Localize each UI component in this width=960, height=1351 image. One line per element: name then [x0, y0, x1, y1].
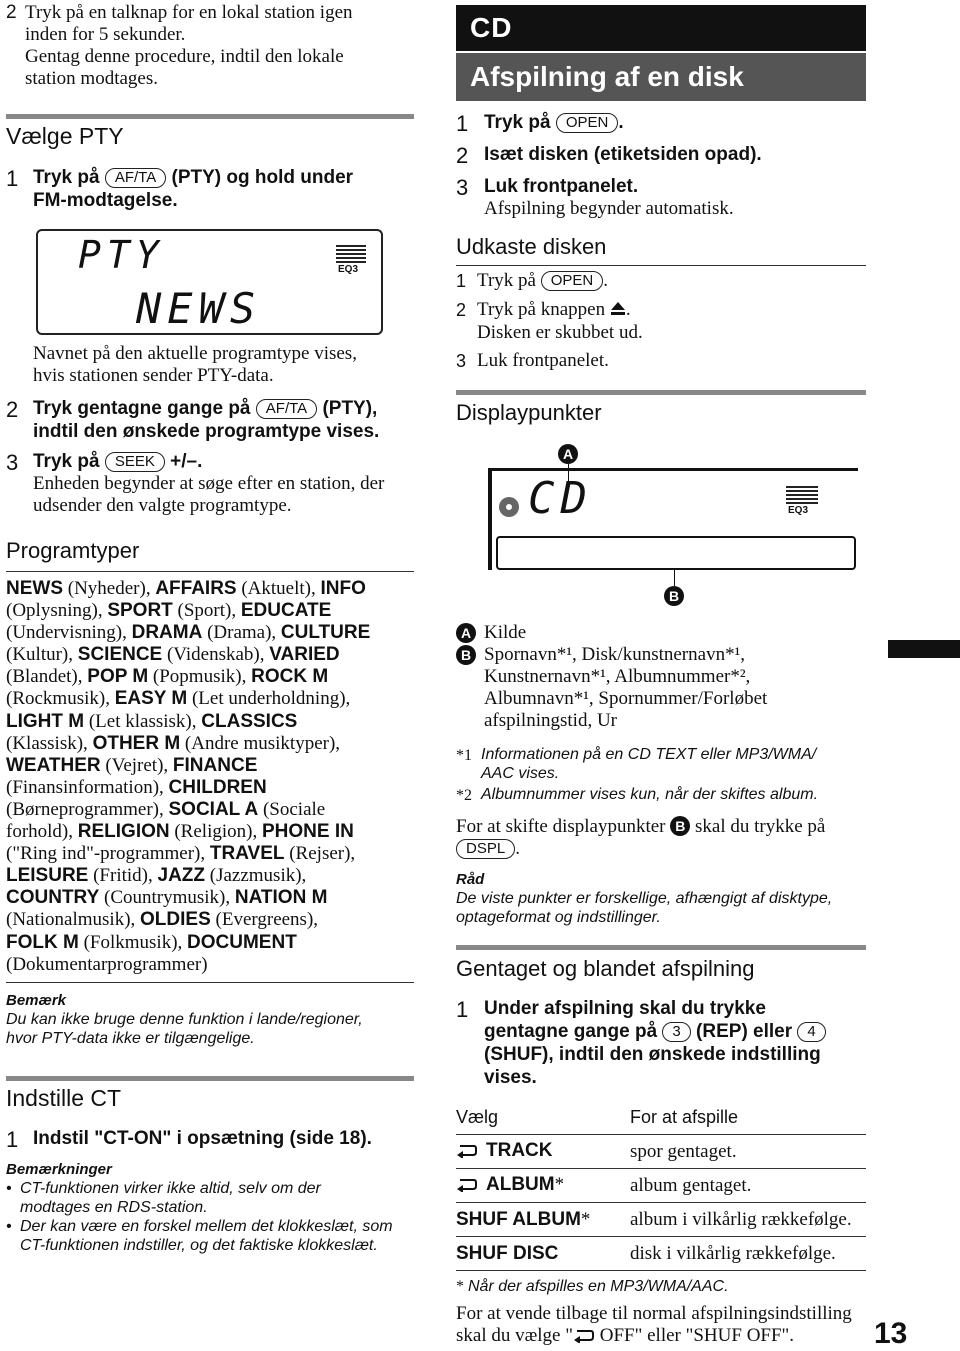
program-type-code: AFFAIRS — [155, 578, 237, 599]
notes-title: Bemærkninger — [6, 1161, 112, 1178]
text-line: Navnet på den aktuelle programtype vises, — [33, 343, 357, 364]
legend-text: afspilningstid, Ur — [484, 710, 617, 731]
program-type-code: SCIENCE — [77, 644, 163, 666]
program-type-desc: (Rockmusik), — [6, 688, 115, 710]
text: gentagne gange på — [484, 1021, 658, 1042]
lcd-text-bottom: NEWS — [136, 284, 262, 333]
text-line: Gentag denne procedure, indtil den lokale — [25, 46, 344, 67]
legend-text: Kilde — [484, 622, 527, 643]
program-type-desc: ("Ring ind"-programmer), — [6, 843, 210, 865]
program-type-line — [6, 578, 416, 600]
mode-asterisk: * — [580, 1208, 591, 1230]
step-text: Luk frontpanelet. — [477, 350, 609, 371]
text: Tryk på knappen — [477, 299, 606, 320]
step-text: Isæt disken (etiketsiden opad). — [484, 144, 762, 165]
text-line: vises. — [484, 1067, 537, 1088]
text-line: modtages en RDS-station. — [20, 1199, 208, 1216]
program-type-code: CULTURE — [280, 622, 371, 644]
text: Tryk på — [33, 451, 100, 472]
step-number: 1 — [6, 166, 19, 191]
program-type-line — [6, 821, 416, 843]
footnote-text: AAC vises. — [481, 765, 560, 782]
repeat-icon — [456, 1144, 478, 1163]
program-type-line — [6, 777, 416, 799]
display-legend — [456, 622, 871, 732]
program-type-desc: (Videnskab), — [162, 644, 270, 666]
program-type-code: INFO — [320, 578, 366, 599]
legend-item-b — [456, 644, 871, 732]
program-type-code: POP M — [87, 666, 149, 688]
text-line: CT-funktionen indstiller, og det faktiske klokkeslæt. — [20, 1237, 378, 1254]
program-type-desc: (Sociale — [258, 798, 326, 820]
af-ta-key: AF/TA — [256, 399, 317, 419]
text: (PTY), — [322, 398, 378, 419]
mode-description: album i vilkårlig rækkefølge. — [630, 1208, 852, 1230]
program-type-desc: (Drama), — [202, 622, 281, 644]
program-type-desc: (Countrymusik), — [99, 887, 235, 909]
dspl-key: DSPL — [456, 839, 515, 859]
text: skal du vælge " — [456, 1325, 573, 1346]
program-type-code: LEISURE — [6, 865, 89, 887]
cd-step-2 — [456, 143, 866, 166]
step-number: 3 — [456, 175, 469, 200]
program-type-desc: (Aktuelt), — [236, 578, 321, 599]
section-title-repeat: Gentaget og blandet afspilning — [456, 956, 755, 981]
footnote-mark: *1 — [456, 747, 472, 764]
af-ta-key: AF/TA — [105, 168, 166, 188]
mode-description: disk i vilkårlig rækkefølge. — [630, 1242, 836, 1264]
footnote-text: Albumnummer vises kun, når der skiftes album. — [481, 786, 819, 803]
key-3: 3 — [662, 1022, 690, 1042]
text: . — [618, 112, 624, 133]
section-rule — [6, 114, 414, 119]
program-type-desc: (Sport), — [172, 600, 241, 622]
section-rule — [6, 982, 414, 983]
marker-b: B — [664, 586, 684, 606]
table-row — [456, 1237, 866, 1271]
text-line: udsender den valgte programtype. — [33, 495, 292, 516]
program-type-code: LIGHT M — [6, 710, 85, 732]
step-number: 1 — [456, 111, 469, 136]
marker-a: A — [456, 623, 476, 643]
mode-asterisk: * — [554, 1174, 565, 1195]
footnote-1 — [456, 745, 871, 783]
program-type-code: NATION M — [234, 887, 328, 909]
text: Tryk på — [477, 270, 536, 291]
program-type-code: ROCK M — [251, 666, 329, 688]
program-type-line — [6, 622, 416, 644]
program-type-code: OTHER M — [92, 732, 181, 754]
table-row — [456, 1169, 866, 1203]
program-type-line — [6, 887, 416, 909]
ct-notes — [6, 1160, 421, 1255]
bullet-item — [6, 1179, 421, 1217]
eject-icon — [610, 300, 626, 322]
text-line: CT-funktionen virker ikke altid, selv om der — [20, 1180, 321, 1197]
display-diagram — [484, 440, 864, 610]
mode-label: ALBUM — [486, 1174, 555, 1195]
page-number: 13 — [874, 1317, 908, 1350]
step-text: Luk frontpanelet. — [484, 176, 639, 197]
program-type-desc: forhold), — [6, 821, 78, 843]
section-title-display: Displaypunkter — [456, 400, 602, 425]
table-row — [456, 1135, 866, 1169]
display-bracket-top — [488, 468, 858, 471]
repeat-icon — [573, 1327, 595, 1349]
program-type-desc: (Oplysning), — [6, 600, 108, 622]
text: (PTY) og hold under — [171, 167, 354, 188]
text: FM-modtagelse. — [33, 190, 178, 211]
program-type-desc: (Vejret), — [100, 754, 173, 776]
footnote-text: Informationen på en CD TEXT eller MP3/WMA/ — [481, 746, 817, 763]
footnotes — [456, 745, 871, 804]
pty-step-1 — [6, 166, 416, 212]
section-title-programtyper: Programtyper — [6, 538, 140, 563]
program-type-code: RELIGION — [77, 821, 170, 843]
step-text: Indstil "CT-ON" i opsætning (side 18). — [33, 1128, 372, 1149]
text-line: Tryk på en talknap for en lokal station igen — [25, 2, 353, 23]
program-type-code: WEATHER — [6, 754, 101, 776]
mode-label: SHUF ALBUM — [456, 1208, 581, 1230]
cd-banner — [456, 5, 866, 101]
eject-step-2 — [456, 299, 866, 344]
step-number: 3 — [6, 450, 19, 475]
tip-text: optageformat og indstillinger. — [456, 909, 661, 926]
note-line: hvor PTY-data ikke er tilgængelige. — [6, 1030, 255, 1047]
legend-text: Spornavn*¹, Disk/kunstnernavn*¹, — [484, 644, 746, 665]
section-rule — [6, 571, 414, 572]
note-line: Du kan ikke bruge denne funktion i lande/regioner, — [6, 1011, 363, 1028]
table-row — [456, 1203, 866, 1237]
eject-step-3 — [456, 350, 866, 372]
text: Tryk på — [484, 112, 551, 133]
mode-cell — [456, 1169, 630, 1203]
step-subtext: Disken er skubbet ud. — [477, 322, 643, 343]
banner-title: Afspilning af en disk — [456, 53, 866, 101]
section-rule — [456, 390, 866, 395]
footnote-mark: * — [456, 1278, 464, 1295]
program-type-line — [6, 843, 416, 865]
program-type-code: EASY M — [114, 688, 188, 710]
tip-block — [456, 870, 871, 927]
leader-line-b — [674, 568, 675, 586]
program-type-code: COUNTRY — [6, 887, 100, 909]
program-type-desc: (Klassisk), — [6, 732, 93, 754]
program-type-desc: (Folkmusik), — [78, 931, 188, 953]
program-type-line — [6, 600, 416, 622]
text-line — [484, 1020, 871, 1043]
display-bracket — [488, 468, 492, 570]
program-type-code: PHONE IN — [261, 821, 354, 843]
program-type-line — [6, 755, 416, 777]
text: skal du trykke på — [695, 816, 826, 837]
mode-label: TRACK — [486, 1140, 553, 1161]
program-type-code: EDUCATE — [240, 600, 332, 622]
disc-icon — [498, 496, 520, 523]
eq-icon — [784, 484, 820, 520]
section-tab-marker — [888, 640, 960, 658]
program-type-desc: (Andre musiktyper), — [180, 732, 341, 754]
note-block — [6, 991, 416, 1048]
bullet-item — [6, 1217, 421, 1255]
legend-text: Kunstnernavn*¹, Albumnummer*², — [484, 666, 751, 687]
section-title-pty: Vælge PTY — [6, 123, 124, 149]
step-number: 2 — [6, 397, 19, 422]
seek-key: SEEK — [105, 452, 165, 472]
mode-cell — [456, 1203, 630, 1237]
legend-item-a — [456, 622, 871, 644]
text: OFF" eller "SHUF OFF". — [595, 1325, 795, 1346]
mode-description: spor gentaget. — [630, 1140, 737, 1162]
text: . — [515, 838, 520, 859]
footnote-2 — [456, 785, 871, 804]
program-type-desc: (Finansinformation), — [6, 776, 169, 798]
tip-text: De viste punkter er forskellige, afhængigt af disktype, — [456, 890, 833, 907]
program-type-code: CLASSICS — [201, 710, 298, 732]
program-type-desc: (Religion), — [169, 821, 262, 843]
marker-a: A — [558, 444, 578, 464]
program-type-code: NEWS — [6, 578, 63, 599]
open-key: OPEN — [541, 271, 604, 291]
repeat-mode-table — [456, 1101, 866, 1271]
mode-label: SHUF DISC — [456, 1242, 559, 1264]
program-type-desc: (Dokumentarprogrammer) — [6, 953, 208, 975]
program-type-desc: (Let klassisk), — [84, 710, 202, 732]
text: Tryk på — [33, 167, 100, 188]
program-type-desc: (Evergreens), — [210, 909, 319, 931]
footnote-text: Når der afspilles en MP3/WMA/AAC. — [468, 1278, 729, 1295]
text: For at skifte displaypunkter — [456, 816, 666, 837]
program-type-code: FINANCE — [172, 754, 258, 776]
table-footnote — [456, 1276, 871, 1298]
step-number: 3 — [456, 351, 467, 371]
table-header: Vælg — [456, 1107, 499, 1127]
banner-label: CD — [456, 5, 866, 51]
text-line: Under afspilning skal du trykke — [484, 998, 766, 1019]
program-type-line — [6, 688, 416, 710]
program-type-desc: (Undervisning), — [6, 622, 132, 644]
text: (REP) eller — [696, 1021, 793, 1042]
section-title-ct: Indstille CT — [6, 1085, 122, 1111]
cd-step-3 — [456, 175, 866, 220]
lcd-source-text: CD — [528, 473, 593, 524]
text-line: Der kan være en forskel mellem det klokkeslæt, som — [20, 1218, 393, 1235]
program-type-line — [6, 932, 416, 954]
program-type-list — [6, 578, 416, 976]
program-type-desc: (Popmusik), — [148, 666, 252, 688]
program-type-code: TRAVEL — [209, 843, 285, 865]
text-line: station modtages. — [25, 68, 158, 89]
program-type-code: DRAMA — [131, 622, 203, 644]
section-rule — [456, 265, 866, 266]
repeat-step-1 — [456, 997, 871, 1089]
step-number: 1 — [456, 271, 467, 291]
text: indtil den ønskede programtype vises. — [33, 421, 380, 442]
program-type-line — [6, 666, 416, 688]
program-type-desc: (Nyheder), — [63, 578, 156, 599]
open-key: OPEN — [556, 113, 619, 133]
legend-text: Albumnavn*¹, Spornummer/Forløbet — [484, 688, 768, 709]
text-line: For at vende tilbage til normal afspilningsindstilling — [456, 1303, 852, 1324]
lcd-display-pty — [36, 229, 383, 335]
text: Tryk gentagne gange på — [33, 398, 251, 419]
program-type-code: OLDIES — [140, 909, 211, 931]
program-type-code: CHILDREN — [168, 776, 267, 798]
text-display-area — [496, 536, 856, 570]
ct-step-1 — [6, 1127, 416, 1150]
program-type-line — [6, 644, 416, 666]
text-line: inden for 5 sekunder. — [25, 24, 186, 45]
program-type-code: SOCIAL A — [168, 798, 259, 820]
marker-b: B — [456, 645, 476, 665]
mode-cell — [456, 1135, 630, 1169]
section-rule — [456, 945, 866, 950]
step-number: 2 — [456, 300, 467, 320]
note-title: Bemærk — [6, 992, 67, 1009]
section-title-eject: Udkaste disken — [456, 234, 607, 259]
program-type-line — [6, 799, 416, 821]
program-type-desc: (Nationalmusik), — [6, 909, 141, 931]
step-subtext: Afspilning begynder automatisk. — [484, 198, 734, 219]
text: +/–. — [170, 451, 203, 472]
text: . — [625, 299, 631, 320]
bullet-dot: • — [6, 1180, 12, 1197]
intro-step — [6, 2, 416, 90]
program-type-line — [6, 909, 416, 931]
program-type-line — [6, 865, 416, 887]
repeat-icon — [456, 1178, 478, 1197]
tip-title: Råd — [456, 871, 485, 888]
program-type-code: FOLK M — [6, 931, 79, 953]
text-line — [456, 1325, 871, 1349]
marker-b: B — [670, 816, 690, 836]
pty-step-3 — [6, 450, 416, 517]
eject-step-1 — [456, 270, 866, 292]
return-normal-text — [456, 1303, 871, 1349]
text: . — [603, 270, 608, 291]
program-type-desc: (Fritid), — [88, 865, 158, 887]
table-header: For at afspille — [630, 1107, 739, 1127]
program-type-line — [6, 733, 416, 755]
mode-description: album gentaget. — [630, 1174, 752, 1196]
program-type-code: DOCUMENT — [187, 931, 297, 953]
text-line: Enheden begynder at søge efter en station, der — [33, 473, 385, 494]
footnote-mark: *2 — [456, 787, 472, 804]
program-type-desc: (Børneprogrammer), — [6, 798, 169, 820]
program-type-code: JAZZ — [157, 865, 205, 887]
program-type-code: VARIED — [269, 644, 340, 666]
eq-icon — [334, 243, 368, 279]
step-number: 1 — [6, 1127, 19, 1152]
bullet-dot: • — [6, 1218, 12, 1235]
text-line: (SHUF), indtil den ønskede indstilling — [484, 1044, 821, 1065]
change-display-text — [456, 816, 871, 860]
text-line: hvis stationen sender PTY-data. — [33, 365, 274, 386]
step-number: 2 — [6, 2, 17, 23]
program-type-desc: (Jazzmusik), — [205, 865, 307, 887]
section-rule — [6, 1076, 414, 1081]
eq-label: EQ3 — [338, 264, 359, 275]
mode-cell — [456, 1237, 630, 1271]
pty-step-2 — [6, 397, 416, 443]
program-type-desc: (Let underholdning), — [187, 688, 351, 710]
lcd-caption — [33, 343, 357, 387]
key-4: 4 — [797, 1022, 825, 1042]
program-type-line — [6, 711, 416, 733]
program-type-desc: (Blandet), — [6, 666, 88, 688]
step-number: 1 — [456, 997, 469, 1022]
step-number: 2 — [456, 143, 469, 168]
program-type-desc: (Rejser), — [284, 843, 356, 865]
program-type-desc: (Kultur), — [6, 644, 78, 666]
eq-label: EQ3 — [788, 505, 809, 516]
program-type-line — [6, 954, 416, 976]
cd-step-1 — [456, 111, 866, 134]
lcd-text-top: PTY — [78, 233, 165, 277]
program-type-code: SPORT — [107, 600, 173, 622]
